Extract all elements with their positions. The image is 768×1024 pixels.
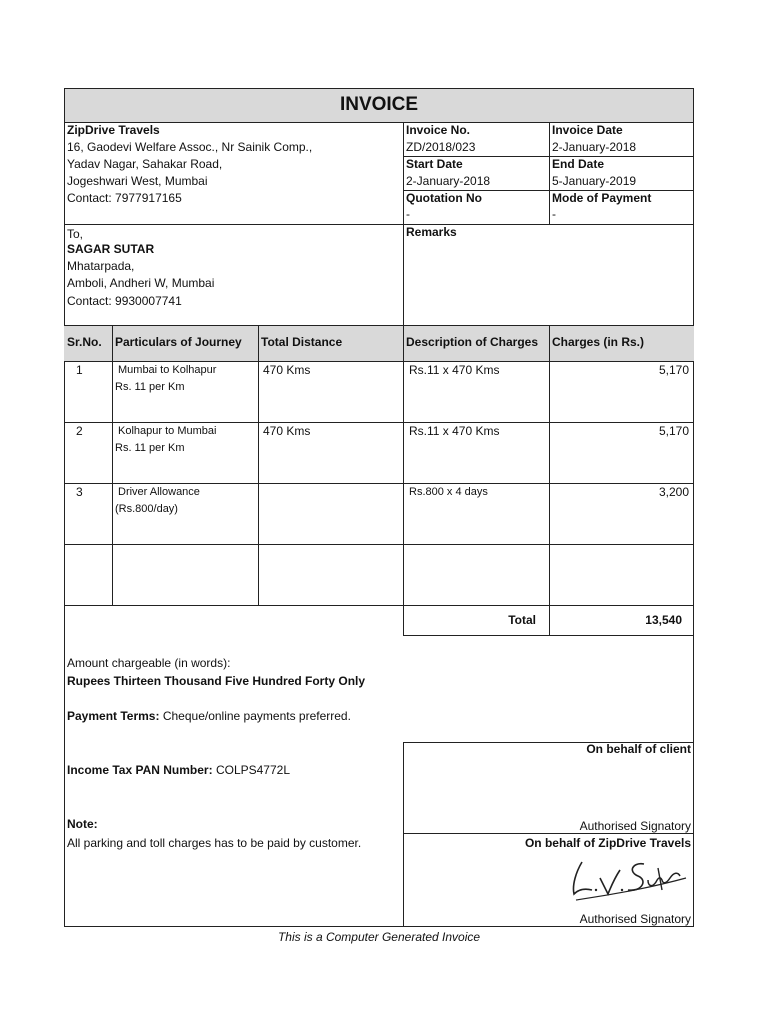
quotation-label: Quotation No (406, 191, 482, 205)
invoice-no-label: Invoice No. (406, 123, 471, 137)
table-top-line (64, 325, 694, 326)
row-1-particular: Mumbai to Kolhapur (118, 364, 217, 376)
payment-terms-label: Payment Terms: (67, 709, 160, 723)
payment-mode-label: Mode of Payment (552, 191, 652, 205)
row-2-particular: Kolhapur to Mumbai (118, 425, 217, 437)
table-col-line-4 (549, 325, 550, 636)
total-bottom-line (403, 635, 694, 636)
company-contact: Contact: 7977917165 (67, 191, 182, 205)
amount-words: Rupees Thirteen Thousand Five Hundred Forty Only (67, 674, 366, 688)
amount-words-label: Amount chargeable (in words): (67, 656, 231, 670)
row-3-sr: 3 (76, 485, 83, 499)
header-description: Description of Charges (406, 335, 539, 349)
row-3-description: Rs.800 x 4 days (409, 486, 488, 498)
payment-terms-value: Cheque/online payments preferred. (162, 709, 351, 723)
total-value: 13,540 (645, 613, 682, 627)
signature (562, 850, 692, 910)
row-2-sr: 2 (76, 424, 83, 438)
outer-right-border (693, 88, 694, 927)
header-particulars: Particulars of Journey (115, 335, 242, 349)
company-signatory: Authorised Signatory (579, 912, 691, 926)
client-signatory: Authorised Signatory (579, 819, 691, 833)
table-col-line-3 (403, 325, 404, 636)
row-2-distance: 470 Kms (263, 424, 311, 438)
row-3-charges: 3,200 (658, 485, 689, 499)
start-date-value: 2-January-2018 (406, 174, 491, 188)
note-label: Note: (67, 817, 98, 831)
client-contact: Contact: 9930007741 (67, 294, 182, 308)
table-col-line-1 (112, 325, 113, 606)
company-address-3: Jogeshwari West, Mumbai (67, 174, 208, 188)
row-3-particular: Driver Allowance (118, 486, 200, 498)
header-divider-2 (549, 122, 550, 224)
table-col-line-2 (258, 325, 259, 606)
end-date-label: End Date (552, 157, 605, 171)
client-sign-label: On behalf of client (586, 742, 691, 756)
client-section-line (64, 224, 694, 225)
end-date-value: 5-January-2019 (552, 174, 637, 188)
invoice-date-label: Invoice Date (552, 123, 623, 137)
row-1-charges: 5,170 (658, 363, 689, 377)
top-border (64, 88, 694, 89)
payment-mode-value: - (552, 207, 556, 221)
pan-value: COLPS4772L (215, 763, 290, 777)
invoice-no-value: ZD/2018/023 (406, 140, 476, 154)
quotation-value: - (406, 207, 410, 221)
note-text: All parking and toll charges has to be paid by customer. (67, 836, 362, 850)
client-address-1: Mhatarpada, (67, 259, 135, 273)
company-address-1: 16, Gaodevi Welfare Assoc., Nr Sainik Comp., (67, 140, 313, 154)
pan-label: Income Tax PAN Number: (67, 763, 213, 777)
row-1-sr: 1 (76, 363, 83, 377)
client-address-2: Amboli, Andheri W, Mumbai (67, 276, 215, 290)
invoice-date-value: 2-January-2018 (552, 140, 637, 154)
payment-terms (67, 708, 351, 724)
header-charges: Charges (in Rs.) (552, 335, 645, 349)
row-1-sub: Rs. 11 per Km (115, 381, 185, 393)
table-row-line-3 (64, 544, 694, 545)
outer-left-border (64, 88, 65, 927)
row-2-sub: Rs. 11 per Km (115, 442, 185, 454)
row-3-sub: (Rs.800/day) (115, 503, 178, 515)
header-sr-no: Sr.No. (67, 335, 102, 349)
header-total-distance: Total Distance (261, 335, 343, 349)
start-date-label: Start Date (406, 157, 463, 171)
sign-box-left-line (403, 742, 404, 927)
invoice-title: INVOICE (339, 94, 419, 115)
company-sign-label: On behalf of ZipDrive Travels (524, 836, 691, 850)
table-bottom-line (64, 605, 694, 606)
client-to: To, (67, 227, 84, 241)
footer-note: This is a Computer Generated Invoice (277, 930, 481, 944)
client-name: SAGAR SUTAR (67, 242, 155, 256)
row-1-distance: 470 Kms (263, 363, 311, 377)
company-address-2: Yadav Nagar, Sahakar Road, (67, 157, 223, 171)
remarks-label: Remarks (406, 225, 457, 239)
total-label: Total (508, 613, 536, 627)
company-name: ZipDrive Travels (67, 123, 160, 137)
row-2-charges: 5,170 (658, 424, 689, 438)
row-2-description: Rs.11 x 470 Kms (409, 424, 500, 438)
pan-number (67, 762, 290, 778)
row-1-description: Rs.11 x 470 Kms (409, 363, 500, 377)
